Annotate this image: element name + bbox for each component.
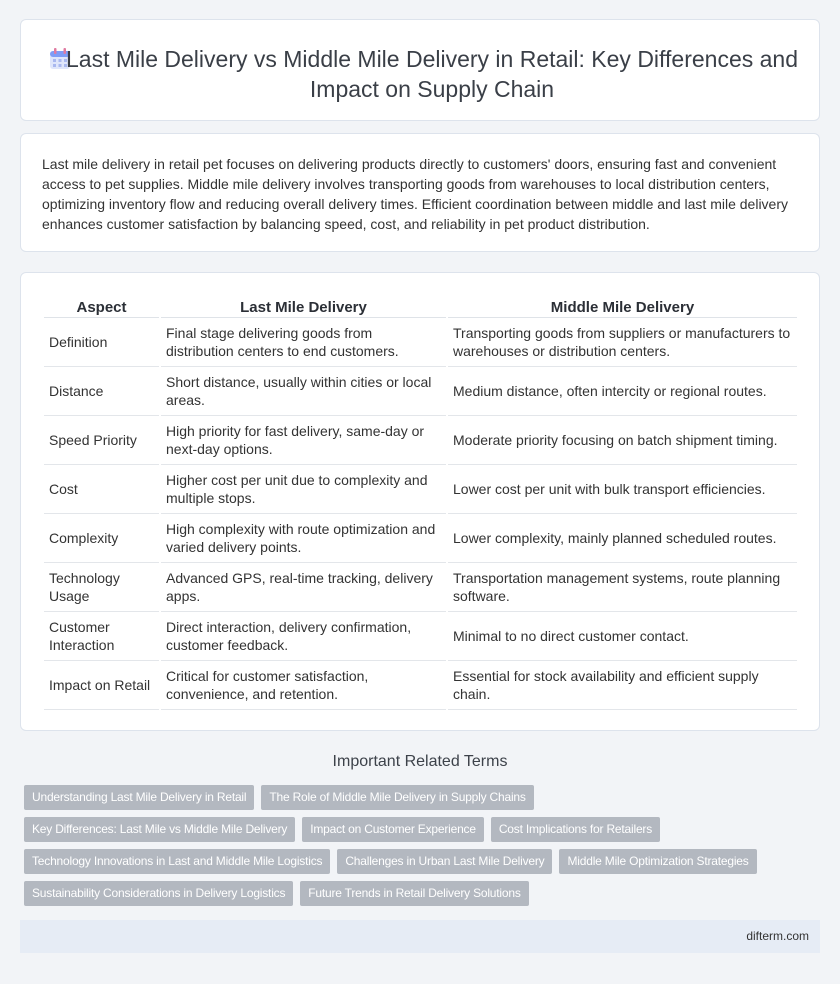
table-row xyxy=(44,367,797,416)
related-term-link[interactable]: Sustainability Considerations in Delivery Logistics xyxy=(24,881,293,906)
table-row xyxy=(44,514,797,563)
last-mile-cell: Short distance, usually within cities or local areas. xyxy=(161,367,446,416)
last-mile-cell: Higher cost per unit due to complexity and multiple stops. xyxy=(161,465,446,514)
footer xyxy=(20,920,820,953)
aspect-cell: Speed Priority xyxy=(44,416,159,465)
column-header-aspect: Aspect xyxy=(44,295,159,318)
related-terms-list xyxy=(24,785,814,913)
middle-mile-cell: Minimal to no direct customer contact. xyxy=(448,612,797,661)
tag-row xyxy=(24,881,814,906)
aspect-cell: Technology Usage xyxy=(44,563,159,612)
aspect-cell: Customer Interaction xyxy=(44,612,159,661)
tag-row xyxy=(24,817,814,842)
related-term-link[interactable]: Middle Mile Optimization Strategies xyxy=(559,849,756,874)
last-mile-cell: High complexity with route optimization and varied delivery points. xyxy=(161,514,446,563)
middle-mile-cell: Medium distance, often intercity or regional routes. xyxy=(448,367,797,416)
aspect-cell: Cost xyxy=(44,465,159,514)
aspect-cell: Complexity xyxy=(44,514,159,563)
page-title: Last Mile Delivery vs Middle Mile Delivery in Retail: Key Differences and Impact on Supply Chain xyxy=(65,46,798,102)
middle-mile-cell: Essential for stock availability and efficient supply chain. xyxy=(448,661,797,710)
middle-mile-cell: Transportation management systems, route planning software. xyxy=(448,563,797,612)
table-header-row xyxy=(44,295,797,318)
related-term-link[interactable]: Technology Innovations in Last and Middle Mile Logistics xyxy=(24,849,330,874)
tag-row xyxy=(24,785,814,810)
intro-card xyxy=(20,133,820,252)
last-mile-cell: Final stage delivering goods from distribution centers to end customers. xyxy=(161,318,446,367)
intro-paragraph: Last mile delivery in retail pet focuses on delivering products directly to customers' doors, ensuring fast and convenient access to pet supplies. Middle mile delivery involves transporting goods from warehouses to local distribution centers, optimizing inventory flow and reducing overall delivery times. Efficient coordination between middle and last mile delivery enhances customer satisfaction by balancing speed, cost, and reliability in pet product distribution. xyxy=(42,156,789,232)
last-mile-cell: Advanced GPS, real-time tracking, delivery apps. xyxy=(161,563,446,612)
table-row xyxy=(44,661,797,710)
middle-mile-cell: Transporting goods from suppliers or manufacturers to warehouses or distribution centers. xyxy=(448,318,797,367)
table-row xyxy=(44,563,797,612)
related-term-link[interactable]: Future Trends in Retail Delivery Solutions xyxy=(300,881,528,906)
last-mile-cell: Direct interaction, delivery confirmation, customer feedback. xyxy=(161,612,446,661)
table-row xyxy=(44,318,797,367)
column-header-last-mile: Last Mile Delivery xyxy=(161,295,446,318)
related-term-link[interactable]: Challenges in Urban Last Mile Delivery xyxy=(337,849,552,874)
related-terms-title: Important Related Terms xyxy=(332,753,508,770)
aspect-cell: Distance xyxy=(44,367,159,416)
comparison-table xyxy=(42,295,799,710)
last-mile-cell: Critical for customer satisfaction, convenience, and retention. xyxy=(161,661,446,710)
comparison-table-card xyxy=(20,272,820,731)
related-term-link[interactable]: Understanding Last Mile Delivery in Retail xyxy=(24,785,254,810)
last-mile-cell: High priority for fast delivery, same-day or next-day options. xyxy=(161,416,446,465)
aspect-cell: Definition xyxy=(44,318,159,367)
footer-site-link[interactable]: difterm.com xyxy=(746,929,809,943)
related-term-link[interactable]: Impact on Customer Experience xyxy=(302,817,484,842)
table-row xyxy=(44,416,797,465)
related-term-link[interactable]: Cost Implications for Retailers xyxy=(491,817,660,842)
middle-mile-cell: Lower complexity, mainly planned scheduled routes. xyxy=(448,514,797,563)
related-term-link[interactable]: The Role of Middle Mile Delivery in Supply Chains xyxy=(261,785,533,810)
related-term-link[interactable]: Key Differences: Last Mile vs Middle Mile Delivery xyxy=(24,817,295,842)
middle-mile-cell: Lower cost per unit with bulk transport efficiencies. xyxy=(448,465,797,514)
aspect-cell: Impact on Retail xyxy=(44,661,159,710)
table-row xyxy=(44,612,797,661)
middle-mile-cell: Moderate priority focusing on batch shipment timing. xyxy=(448,416,797,465)
tag-row xyxy=(24,849,814,874)
header-card xyxy=(20,19,820,121)
table-row xyxy=(44,465,797,514)
column-header-middle-mile: Middle Mile Delivery xyxy=(448,295,797,318)
